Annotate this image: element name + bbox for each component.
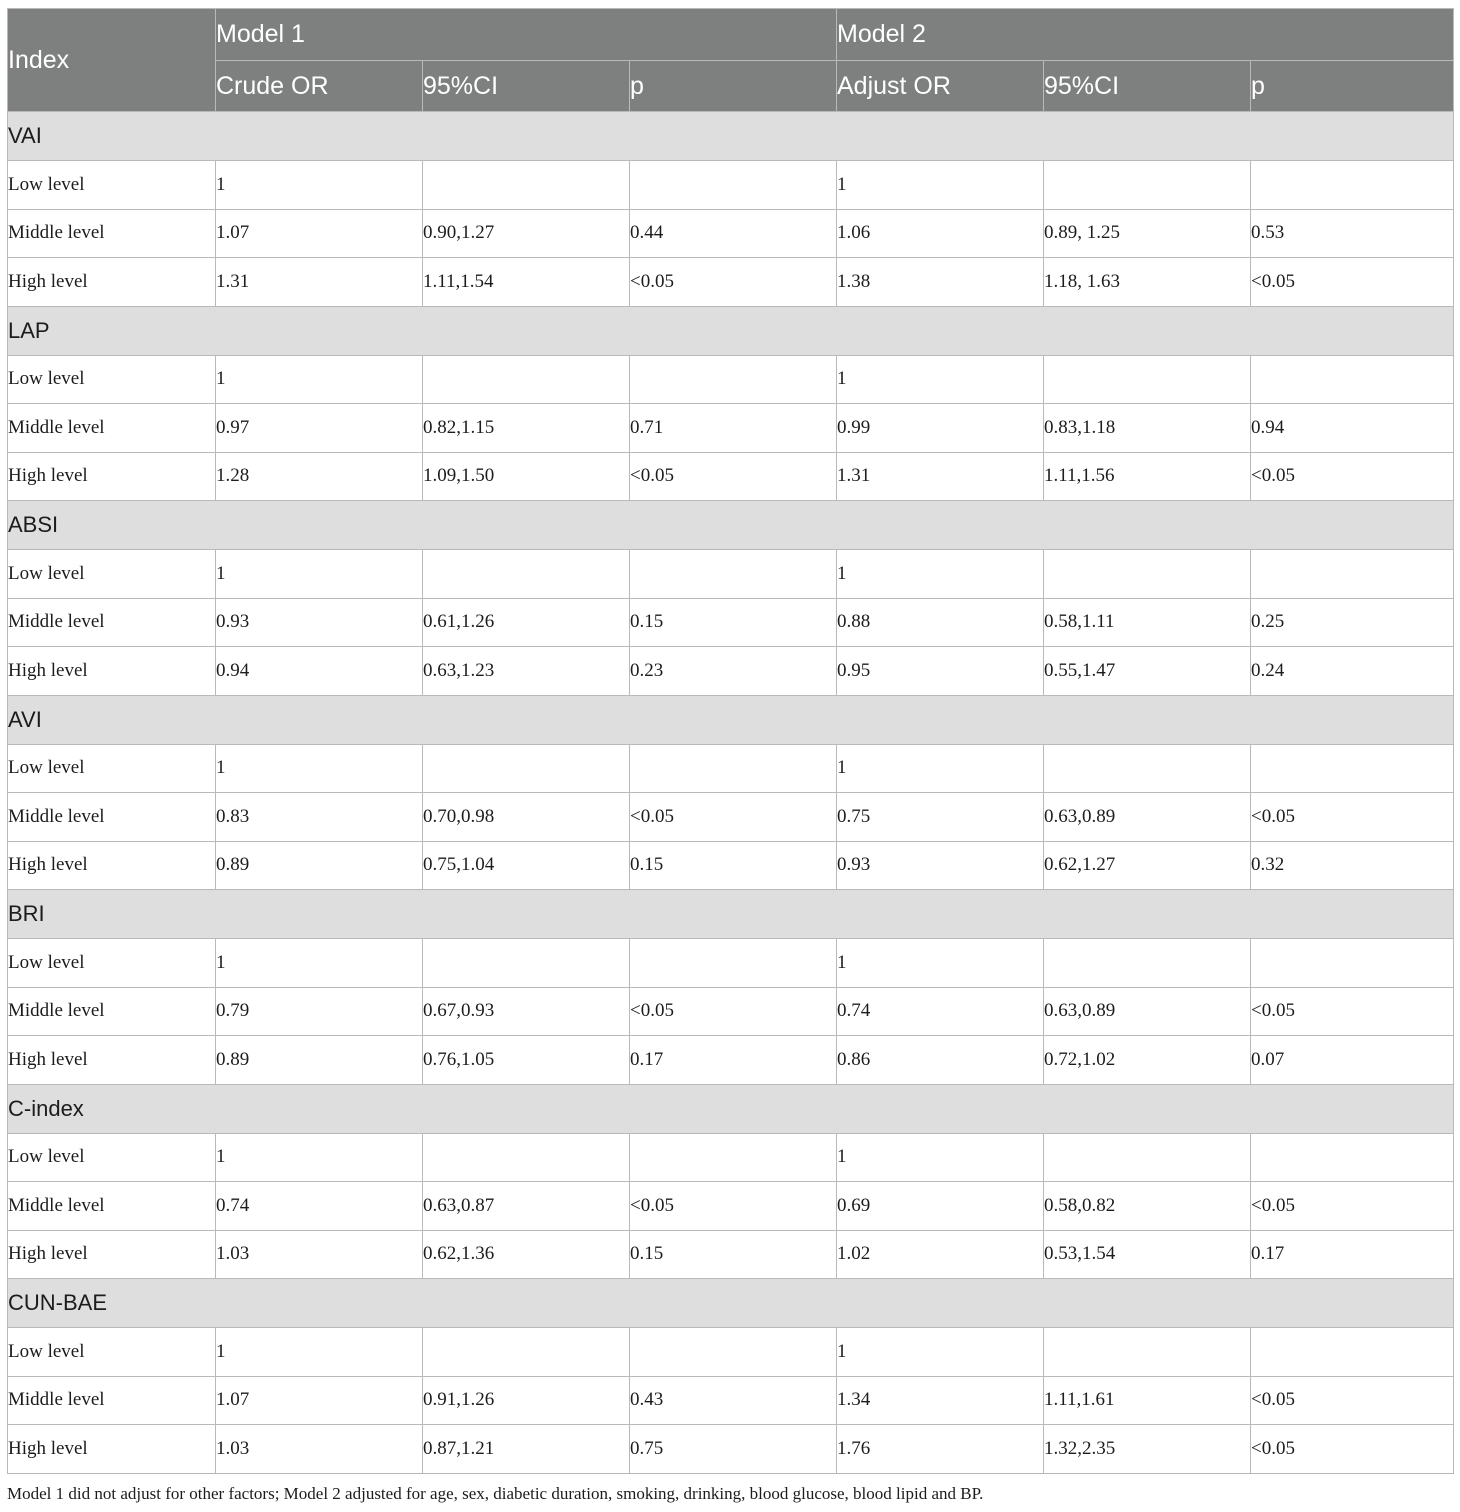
level-cell: High level xyxy=(8,647,216,696)
level-cell: Low level xyxy=(8,355,216,404)
crude-or-cell: 1 xyxy=(216,355,423,404)
level-cell: Middle level xyxy=(8,1182,216,1231)
table-row xyxy=(8,1182,1454,1231)
crude-or-cell: 1.03 xyxy=(216,1425,423,1474)
ci-model1-cell: 0.63,1.23 xyxy=(423,647,630,696)
ci-model2-cell: 0.55,1.47 xyxy=(1044,647,1251,696)
ci-model1-cell xyxy=(423,550,630,599)
crude-or-cell: 0.89 xyxy=(216,1036,423,1085)
ci-model2-cell: 1.11,1.61 xyxy=(1044,1376,1251,1425)
p-model1-cell xyxy=(630,939,837,988)
p-model1-cell xyxy=(630,161,837,210)
p-model2-cell: <0.05 xyxy=(1251,987,1454,1036)
p-model1-cell xyxy=(630,1328,837,1377)
p-model2-cell: 0.17 xyxy=(1251,1230,1454,1279)
adjust-or-cell: 0.95 xyxy=(837,647,1044,696)
table-row xyxy=(8,647,1454,696)
ci-model1-cell: 0.76,1.05 xyxy=(423,1036,630,1085)
section-title: C-index xyxy=(8,1084,1454,1133)
p-model1-cell: 0.23 xyxy=(630,647,837,696)
adjust-or-cell: 1 xyxy=(837,161,1044,210)
crude-or-cell: 0.93 xyxy=(216,598,423,647)
ci-model2-cell: 0.62,1.27 xyxy=(1044,841,1251,890)
level-cell: Middle level xyxy=(8,209,216,258)
section-row xyxy=(8,890,1454,939)
p-model2-cell: <0.05 xyxy=(1251,1376,1454,1425)
crude-or-cell: 1.28 xyxy=(216,452,423,501)
table-row xyxy=(8,452,1454,501)
col-header-ci-1: 95%CI xyxy=(423,61,630,112)
p-model1-cell xyxy=(630,1133,837,1182)
section-title: LAP xyxy=(8,306,1454,355)
p-model1-cell: 0.71 xyxy=(630,404,837,453)
crude-or-cell: 1 xyxy=(216,1133,423,1182)
crude-or-cell: 0.94 xyxy=(216,647,423,696)
crude-or-cell: 1.07 xyxy=(216,1376,423,1425)
section-title: AVI xyxy=(8,695,1454,744)
adjust-or-cell: 0.99 xyxy=(837,404,1044,453)
table-row xyxy=(8,404,1454,453)
p-model1-cell: 0.15 xyxy=(630,598,837,647)
crude-or-cell: 0.79 xyxy=(216,987,423,1036)
table-row xyxy=(8,1376,1454,1425)
p-model2-cell xyxy=(1251,1133,1454,1182)
col-header-p-2: p xyxy=(1251,61,1454,112)
ci-model2-cell xyxy=(1044,1328,1251,1377)
ci-model1-cell xyxy=(423,161,630,210)
level-cell: Low level xyxy=(8,550,216,599)
adjust-or-cell: 1.76 xyxy=(837,1425,1044,1474)
adjust-or-cell: 1 xyxy=(837,1328,1044,1377)
index-header: Index xyxy=(8,9,216,112)
table-row xyxy=(8,744,1454,793)
p-model2-cell xyxy=(1251,355,1454,404)
ci-model1-cell xyxy=(423,355,630,404)
adjust-or-cell: 0.88 xyxy=(837,598,1044,647)
section-title: CUN-BAE xyxy=(8,1279,1454,1328)
level-cell: High level xyxy=(8,452,216,501)
model2-header: Model 2 xyxy=(837,9,1454,61)
adjust-or-cell: 1.02 xyxy=(837,1230,1044,1279)
table-row xyxy=(8,355,1454,404)
p-model1-cell: 0.15 xyxy=(630,841,837,890)
section-title: VAI xyxy=(8,112,1454,161)
adjust-or-cell: 1.31 xyxy=(837,452,1044,501)
crude-or-cell: 1.03 xyxy=(216,1230,423,1279)
table-row xyxy=(8,161,1454,210)
ci-model2-cell: 1.32,2.35 xyxy=(1044,1425,1251,1474)
p-model1-cell xyxy=(630,550,837,599)
p-model2-cell: <0.05 xyxy=(1251,1425,1454,1474)
crude-or-cell: 0.74 xyxy=(216,1182,423,1231)
crude-or-cell: 1.31 xyxy=(216,258,423,307)
ci-model2-cell: 0.72,1.02 xyxy=(1044,1036,1251,1085)
ci-model2-cell: 0.89, 1.25 xyxy=(1044,209,1251,258)
ci-model1-cell xyxy=(423,744,630,793)
section-row xyxy=(8,501,1454,550)
p-model1-cell: 0.43 xyxy=(630,1376,837,1425)
table-row xyxy=(8,987,1454,1036)
p-model2-cell: <0.05 xyxy=(1251,1182,1454,1231)
p-model2-cell xyxy=(1251,744,1454,793)
ci-model2-cell xyxy=(1044,550,1251,599)
ci-model2-cell: 0.63,0.89 xyxy=(1044,987,1251,1036)
table-body xyxy=(8,112,1454,1474)
section-row xyxy=(8,306,1454,355)
ci-model1-cell xyxy=(423,1328,630,1377)
adjust-or-cell: 1.34 xyxy=(837,1376,1044,1425)
table-row xyxy=(8,1425,1454,1474)
p-model2-cell: <0.05 xyxy=(1251,452,1454,501)
adjust-or-cell: 1.38 xyxy=(837,258,1044,307)
adjust-or-cell: 1 xyxy=(837,550,1044,599)
p-model2-cell xyxy=(1251,550,1454,599)
level-cell: High level xyxy=(8,1425,216,1474)
crude-or-cell: 1.07 xyxy=(216,209,423,258)
section-title: BRI xyxy=(8,890,1454,939)
section-row xyxy=(8,1084,1454,1133)
ci-model1-cell: 0.90,1.27 xyxy=(423,209,630,258)
level-cell: Low level xyxy=(8,939,216,988)
adjust-or-cell: 0.86 xyxy=(837,1036,1044,1085)
level-cell: Middle level xyxy=(8,1376,216,1425)
ci-model2-cell: 0.53,1.54 xyxy=(1044,1230,1251,1279)
p-model1-cell xyxy=(630,355,837,404)
ci-model2-cell: 0.83,1.18 xyxy=(1044,404,1251,453)
p-model1-cell: 0.15 xyxy=(630,1230,837,1279)
col-header-adjust-or: Adjust OR xyxy=(837,61,1044,112)
crude-or-cell: 0.97 xyxy=(216,404,423,453)
ci-model1-cell: 1.09,1.50 xyxy=(423,452,630,501)
ci-model2-cell: 0.58,1.11 xyxy=(1044,598,1251,647)
header-row-groups xyxy=(8,9,1454,61)
ci-model2-cell: 1.11,1.56 xyxy=(1044,452,1251,501)
crude-or-cell: 0.89 xyxy=(216,841,423,890)
p-model1-cell: <0.05 xyxy=(630,793,837,842)
adjust-or-cell: 1 xyxy=(837,355,1044,404)
section-row xyxy=(8,112,1454,161)
table-row xyxy=(8,209,1454,258)
ci-model1-cell: 0.82,1.15 xyxy=(423,404,630,453)
adjust-or-cell: 0.74 xyxy=(837,987,1044,1036)
adjust-or-cell: 1.06 xyxy=(837,209,1044,258)
ci-model2-cell: 0.58,0.82 xyxy=(1044,1182,1251,1231)
table-row xyxy=(8,1036,1454,1085)
header-row-columns xyxy=(8,61,1454,112)
adjust-or-cell: 0.93 xyxy=(837,841,1044,890)
p-model1-cell: 0.44 xyxy=(630,209,837,258)
p-model2-cell: 0.24 xyxy=(1251,647,1454,696)
p-model2-cell: <0.05 xyxy=(1251,793,1454,842)
level-cell: High level xyxy=(8,1230,216,1279)
results-table xyxy=(7,8,1454,1474)
p-model1-cell: <0.05 xyxy=(630,987,837,1036)
ci-model1-cell: 0.87,1.21 xyxy=(423,1425,630,1474)
level-cell: Middle level xyxy=(8,793,216,842)
adjust-or-cell: 0.75 xyxy=(837,793,1044,842)
ci-model1-cell: 0.63,0.87 xyxy=(423,1182,630,1231)
p-model2-cell xyxy=(1251,939,1454,988)
footnote: Model 1 did not adjust for other factors; Model 2 adjusted for age, sex, diabetic duration, smoking, drinking, blood glucose, blood lipid and BP. xyxy=(7,1484,984,1503)
p-model2-cell xyxy=(1251,1328,1454,1377)
p-model1-cell: <0.05 xyxy=(630,258,837,307)
crude-or-cell: 1 xyxy=(216,939,423,988)
level-cell: Low level xyxy=(8,1133,216,1182)
ci-model2-cell xyxy=(1044,1133,1251,1182)
table-row xyxy=(8,258,1454,307)
crude-or-cell: 1 xyxy=(216,161,423,210)
section-title: ABSI xyxy=(8,501,1454,550)
table-row xyxy=(8,793,1454,842)
crude-or-cell: 1 xyxy=(216,1328,423,1377)
level-cell: Middle level xyxy=(8,987,216,1036)
ci-model2-cell xyxy=(1044,939,1251,988)
table-row xyxy=(8,598,1454,647)
table-row xyxy=(8,1133,1454,1182)
adjust-or-cell: 1 xyxy=(837,744,1044,793)
crude-or-cell: 1 xyxy=(216,744,423,793)
adjust-or-cell: 0.69 xyxy=(837,1182,1044,1231)
ci-model2-cell: 0.63,0.89 xyxy=(1044,793,1251,842)
ci-model1-cell: 0.67,0.93 xyxy=(423,987,630,1036)
table-row xyxy=(8,550,1454,599)
p-model2-cell: 0.25 xyxy=(1251,598,1454,647)
ci-model2-cell: 1.18, 1.63 xyxy=(1044,258,1251,307)
level-cell: Low level xyxy=(8,744,216,793)
table-row xyxy=(8,1230,1454,1279)
level-cell: High level xyxy=(8,841,216,890)
col-header-p-1: p xyxy=(630,61,837,112)
table-row xyxy=(8,841,1454,890)
ci-model1-cell: 0.62,1.36 xyxy=(423,1230,630,1279)
p-model1-cell: 0.17 xyxy=(630,1036,837,1085)
p-model1-cell: <0.05 xyxy=(630,452,837,501)
ci-model1-cell: 0.91,1.26 xyxy=(423,1376,630,1425)
p-model2-cell: <0.05 xyxy=(1251,258,1454,307)
level-cell: Low level xyxy=(8,161,216,210)
ci-model2-cell xyxy=(1044,161,1251,210)
ci-model1-cell: 0.61,1.26 xyxy=(423,598,630,647)
ci-model2-cell xyxy=(1044,355,1251,404)
p-model2-cell xyxy=(1251,161,1454,210)
ci-model1-cell: 0.75,1.04 xyxy=(423,841,630,890)
p-model2-cell: 0.07 xyxy=(1251,1036,1454,1085)
ci-model1-cell: 0.70,0.98 xyxy=(423,793,630,842)
p-model2-cell: 0.32 xyxy=(1251,841,1454,890)
col-header-ci-2: 95%CI xyxy=(1044,61,1251,112)
adjust-or-cell: 1 xyxy=(837,939,1044,988)
adjust-or-cell: 1 xyxy=(837,1133,1044,1182)
model1-header: Model 1 xyxy=(216,9,837,61)
p-model1-cell: 0.75 xyxy=(630,1425,837,1474)
level-cell: High level xyxy=(8,1036,216,1085)
level-cell: Low level xyxy=(8,1328,216,1377)
crude-or-cell: 1 xyxy=(216,550,423,599)
ci-model1-cell xyxy=(423,939,630,988)
section-row xyxy=(8,695,1454,744)
ci-model2-cell xyxy=(1044,744,1251,793)
table-row xyxy=(8,939,1454,988)
level-cell: High level xyxy=(8,258,216,307)
table-row xyxy=(8,1328,1454,1377)
section-row xyxy=(8,1279,1454,1328)
ci-model1-cell: 1.11,1.54 xyxy=(423,258,630,307)
col-header-crude-or: Crude OR xyxy=(216,61,423,112)
crude-or-cell: 0.83 xyxy=(216,793,423,842)
level-cell: Middle level xyxy=(8,598,216,647)
ci-model1-cell xyxy=(423,1133,630,1182)
p-model1-cell: <0.05 xyxy=(630,1182,837,1231)
p-model2-cell: 0.53 xyxy=(1251,209,1454,258)
p-model1-cell xyxy=(630,744,837,793)
p-model2-cell: 0.94 xyxy=(1251,404,1454,453)
level-cell: Middle level xyxy=(8,404,216,453)
